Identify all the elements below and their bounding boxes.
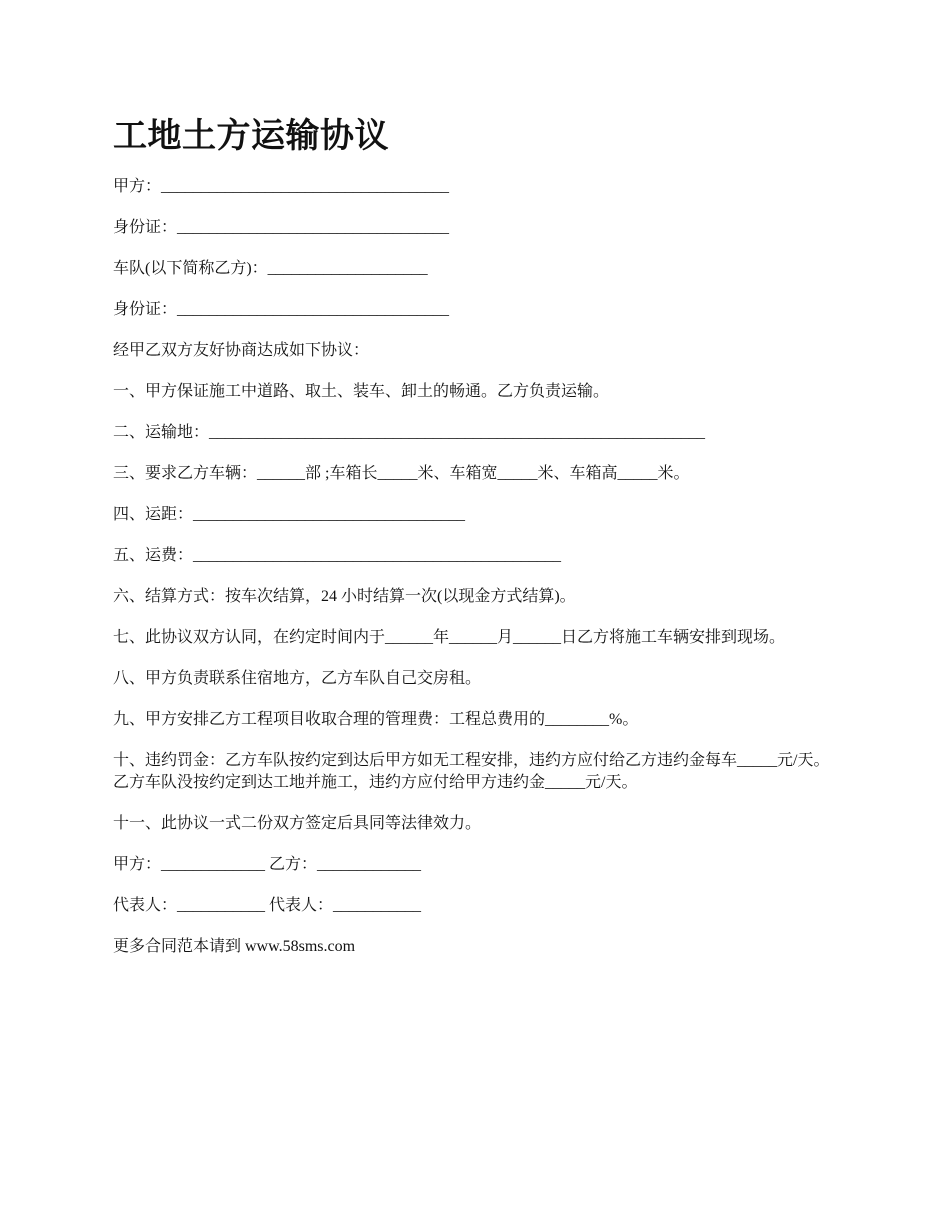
clause-8: 八、甲方负责联系住宿地方，乙方车队自己交房租。: [113, 670, 482, 687]
signature-parties-line: 甲方：_____________ 乙方：_____________: [113, 856, 422, 873]
document-title: 工地土方运输协议: [113, 116, 389, 156]
clause-3: 三、要求乙方车辆：______部 ;车箱长_____米、车箱宽_____米、车箱高_____米。: [113, 465, 690, 482]
party-b-line: 车队(以下简称乙方)：____________________: [113, 260, 428, 277]
clause-4: 四、运距：__________________________________: [113, 506, 466, 523]
clause-6: 六、结算方式：按车次结算，24 小时结算一次(以现金方式结算)。: [113, 588, 576, 605]
clause-9: 九、甲方安排乙方工程项目收取合理的管理费：工程总费用的________%。: [113, 711, 639, 728]
clause-5: 五、运费：______________________________________________: [113, 547, 562, 564]
party-b-id-line: 身份证：__________________________________: [113, 301, 450, 318]
clause-10: 十、违约罚金：乙方车队按约定到达后甲方如无工程安排，违约方应付给乙方违约金每车_____元/天。乙方车队没按约定到达工地并施工，违约方应付给甲方违约金_____元/天。: [113, 752, 830, 791]
document-page: [113, 112, 843, 958]
party-a-line: 甲方：____________________________________: [113, 178, 450, 195]
clause-2: 二、运输地：______________________________________________________________: [113, 424, 706, 441]
preamble: 经甲乙双方友好协商达成如下协议：: [113, 342, 370, 359]
clause-7: 七、此协议双方认同，在约定时间内于______年______月______日乙方将施工车辆安排到现场。: [113, 629, 786, 646]
signature-representatives-line: 代表人：___________ 代表人：___________: [113, 897, 422, 914]
clause-1: 一、甲方保证施工中道路、取土、装车、卸土的畅通。乙方负责运输。: [113, 383, 610, 400]
party-a-id-line: 身份证：__________________________________: [113, 219, 450, 236]
footer-more-templates: 更多合同范本请到 www.58sms.com: [113, 938, 356, 955]
clause-11: 十一、此协议一式二份双方签定后具同等法律效力。: [113, 815, 482, 832]
